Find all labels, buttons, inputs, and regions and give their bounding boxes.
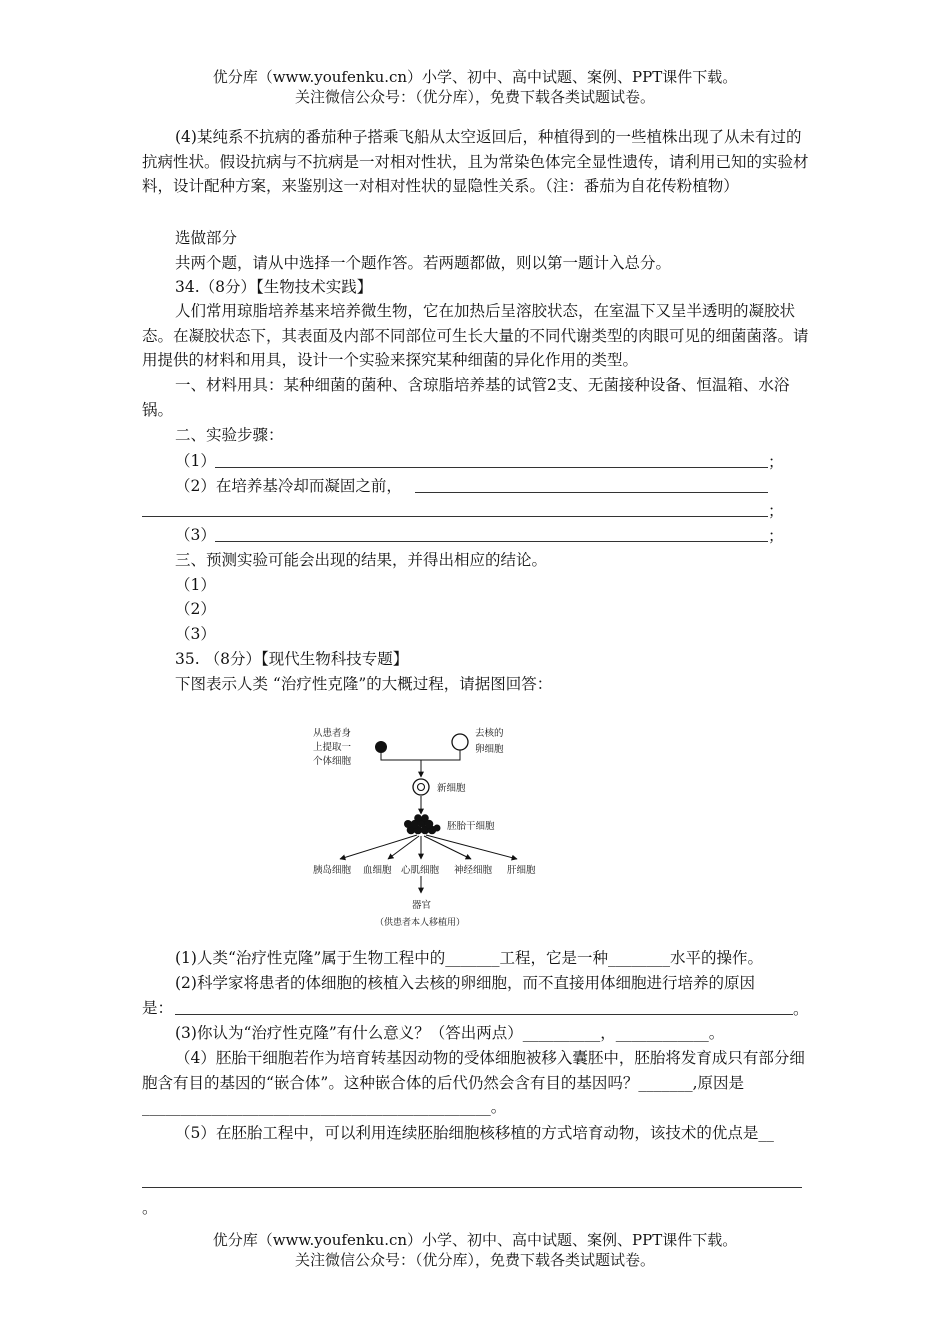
q34-step-2: （2）在培养基冷却而凝固之前， (175, 477, 402, 495)
arrow (340, 835, 417, 859)
fig-cell-type-3: 心肌细胞 (401, 865, 440, 876)
answer-line (142, 1187, 802, 1188)
fig-new-cell-text: 新细胞 (437, 783, 466, 794)
fig-organ-note: （供患者本人移植用） (375, 918, 466, 928)
q35-sub-4: （4）胚胎干细胞若作为培育转基因动物的受体细胞被移入囊胚中，胚胎将发育成只有部分细胞含有目的基因的“嵌合体”。这种嵌合体的后代仍然会含有目的基因吗？_______,原因是_____________________________________________。 (142, 1049, 805, 1116)
q35-title: 35. （8分）【现代生物科技专题】 (175, 650, 409, 668)
q35-intro: 下图表示人类 “治疗性克隆”的大概过程，请据图回答： (175, 675, 553, 693)
new-cell-nucleus (418, 784, 425, 791)
optional-section-note: 共两个题，请从中选择一个题作答。若两题都做，则以第一题计入总分。 (175, 254, 672, 272)
answer-line (175, 1014, 793, 1015)
header-line-2: 关注微信公众号：（优分库），免费下载各类试题试卷。 (294, 88, 655, 106)
arrow (424, 836, 471, 859)
period: 。 (142, 1199, 158, 1217)
q34-result-2: （2） (175, 600, 216, 618)
therapeutic-cloning-diagram (305, 718, 555, 933)
semicolon: ； (768, 527, 784, 545)
answer-line (215, 541, 768, 542)
arrow (426, 835, 517, 859)
footer-line-2: 关注微信公众号：（优分库），免费下载各类试题试卷。 (294, 1251, 655, 1269)
q35-sub-3: (3)你认为“治疗性克隆”有什么意义？（答出两点）__________，____________。 (175, 1024, 725, 1042)
fig-egg-text-2: 卵细胞 (475, 744, 504, 755)
answer-line (415, 492, 768, 493)
fig-cell-type-5: 肝细胞 (507, 865, 536, 876)
q35-sub-2-line-1: (2)科学家将患者的体细胞的核植入去核的卵细胞，而不直接用体细胞进行培养的原因 (175, 974, 755, 992)
optional-section-title: 选做部分 (175, 229, 238, 247)
fig-organ-text: 器官 (412, 900, 432, 911)
q34-title: 34.（8分）【生物技术实践】 (175, 278, 373, 296)
semicolon: ； (768, 453, 784, 471)
fig-donor-text-1: 从患者身 (313, 728, 352, 739)
q34-step-1: （1） (175, 452, 216, 470)
footer-line-1: 优分库（www.youfenku.cn）小学、初中、高中试题、案例、PPT课件下载。 (212, 1231, 738, 1249)
embryonic-stem-cell-cluster (404, 814, 441, 834)
period: 。 (793, 1000, 809, 1018)
semicolon: ； (768, 502, 784, 520)
fig-cell-type-1: 胰岛细胞 (313, 865, 352, 876)
enucleated-egg-cell (452, 734, 468, 750)
somatic-cell (375, 741, 387, 753)
fig-egg-text-1: 去核的 (475, 728, 504, 739)
header-line-1: 优分库（www.youfenku.cn）小学、初中、高中试题、案例、PPT课件下载。 (212, 68, 738, 86)
fig-donor-text-2: 上提取一 (313, 742, 352, 753)
q34-predict-title: 三、预测实验可能会出现的结果，并得出相应的结论。 (175, 551, 548, 569)
q35-sub-5: （5）在胚胎工程中，可以利用连续胚胎细胞核移植的方式培育动物，该技术的优点是__ (175, 1124, 774, 1142)
q34-step-3: （3） (175, 526, 216, 544)
fig-cell-type-4: 神经细胞 (454, 865, 493, 876)
q34-result-1: （1） (175, 576, 216, 594)
q34-result-3: （3） (175, 625, 216, 643)
q34-materials: 一、材料用具：某种细菌的菌种、含琼脂培养基的试管2支、无菌接种设备、恒温箱、水浴锅。 (142, 376, 790, 419)
q35-sub-1: (1)人类“治疗性克隆”属于生物工程中的_______工程，它是一种________水平的操作。 (175, 949, 764, 967)
q34-intro: 人们常用琼脂培养基来培养微生物，它在加热后呈溶胶状态，在室温下又呈半透明的凝胶状态。在凝胶状态下，其表面及内部不同部位可生长大量的不同代谢类型的肉眼可见的细菌菌落。请用提供的材料和用具，设计一个实验来探究某种细菌的异化作用的类型。 (142, 302, 809, 369)
answer-line (142, 516, 768, 517)
fig-stem-cell-text: 胚胎干细胞 (447, 821, 495, 832)
fig-donor-text-3: 个体细胞 (313, 756, 352, 767)
fig-cell-type-2: 血细胞 (363, 865, 392, 876)
question-4: (4)某纯系不抗病的番茄种子搭乘飞船从太空返回后，种植得到的一些植株出现了从未有过的抗病性状。假设抗病与不抗病是一对相对性状，且为常染色体完全显性遗传，请利用已知的实验材料，设计配种方案，来鉴别这一对相对性状的显隐性关系。（注：番茄为自花传粉植物） (142, 128, 809, 195)
q35-sub-2-prefix: 是： (142, 999, 174, 1017)
answer-line (215, 467, 768, 468)
q34-steps-title: 二、实验步骤： (175, 426, 284, 444)
merge-connector (381, 750, 460, 760)
